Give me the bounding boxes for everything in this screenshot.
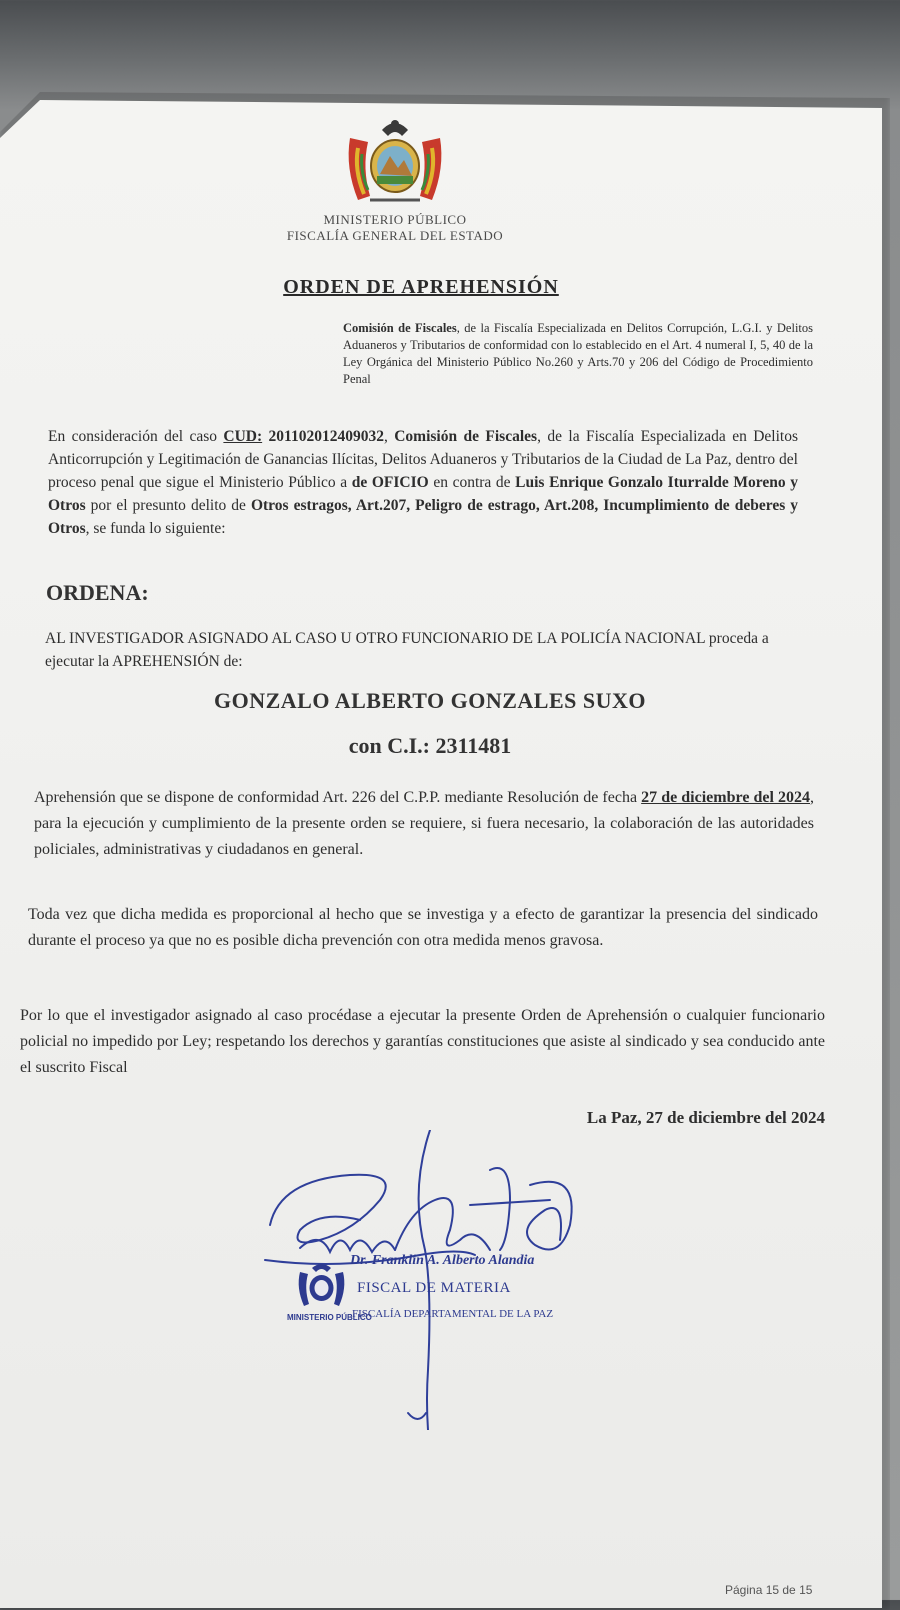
commission-name: Comisión de Fiscales [394, 428, 538, 445]
identity-card-line: con C.I.: 2311481 [348, 733, 512, 758]
commission-header-block [343, 320, 813, 388]
execution-paragraph: Por lo que el investigador asignado al caso procédase a ejecutar la presente Orden de Aprehensión o cualquier funcionario policial no impedido por Ley; respetando los derechos y garantías constituciones que asiste al sindicado y sea conducido ante el suscrito Fiscal [20, 1007, 825, 1076]
accused-names: Luis Enrique Gonzalo Iturralde Moreno y Otros [48, 474, 798, 514]
resolution-text: Aprehensión que se dispone de conformidad Art. 226 del C.P.P. mediante Resolución de fecha [34, 789, 642, 806]
prosecutor-office-name: FISCALÍA GENERAL DEL ESTADO [286, 228, 504, 243]
order-heading: ORDENA: [46, 580, 149, 605]
stamp-crest-icon [294, 1260, 349, 1310]
ex-officio: de OFICIO [351, 474, 429, 491]
commission-lead: Comisión de Fiscales [343, 321, 457, 335]
commission-legal-basis: , de la Fiscalía Especializada en Delitos Corrupción, L.G.I. y Delitos Aduaneros y Tributarios de conformidad con lo establecido en el Art. 4 numeral I, 5, 40 de la Ley Orgánica del Ministerio Público No.260 y Arts.70 y 206 del Código de Procedimiento Penal [343, 321, 814, 386]
crimes-list: Otros estragos, Art.207, Peligro de estrago, Art.208, Incumplimiento de deberes y Otros [48, 497, 799, 537]
case-text: por el presunto delito de [85, 497, 251, 514]
case-text: En consideración del caso [48, 428, 224, 445]
place-and-date: La Paz, 27 de diciembre del 2024 [586, 1108, 825, 1127]
ministry-name: MINISTERIO PÚBLICO [323, 212, 467, 227]
case-text: en contra de [428, 474, 516, 491]
order-directive: AL INVESTIGADOR ASIGNADO AL CASO U OTRO FUNCIONARIO DE LA POLICÍA NACIONAL proceda a ejecutar la APREHENSIÓN de: [45, 630, 769, 670]
document-title: ORDEN DE APREHENSIÓN [283, 276, 559, 298]
cud-number: 201102012409032 [262, 428, 384, 445]
signer-role: FISCAL DE MATERIA [357, 1280, 511, 1296]
person-name: GONZALO ALBERTO GONZALES SUXO [213, 688, 647, 713]
bolivia-coat-of-arms-icon [340, 108, 450, 213]
case-paragraph [48, 425, 798, 540]
resolution-date: 27 de diciembre del 2024 [641, 789, 811, 806]
case-text: , [383, 428, 395, 445]
page-number: Página 15 de 15 [725, 1583, 813, 1597]
case-text: , se funda lo siguiente: [85, 520, 226, 537]
signer-name: Dr. Franklin A. Alberto Alandia [350, 1253, 535, 1268]
resolution-text: , para la ejecución y cumplimiento de la presente orden se requiere, si fuera necesario, la colaboración de las autoridades policiales, administrativas y ciudadanos en general. [34, 789, 815, 858]
cud-label: CUD: [223, 428, 263, 445]
resolution-paragraph [34, 785, 814, 863]
justification-paragraph: Toda vez que dicha medida es proporcional al hecho que se investiga y a efecto de garantizar la presencia del sindicado durante el proceso ya que no es posible dicha prevención con otra medida menos gravosa. [28, 906, 818, 949]
issuing-institution [250, 212, 540, 244]
stamp-crest-label: MINISTERIO PÚBLICO [287, 1313, 372, 1322]
case-text: , de la Fiscalía Especializada en Delitos Anticorrupción y Legitimación de Ganancias Ilícitas, Delitos Aduaneros y Tributarios de la Ciudad de La Paz, dentro del proceso penal que sigue el Ministerio Público a [48, 428, 798, 491]
signer-office: FISCALÍA DEPARTAMENTAL DE LA PAZ [352, 1308, 554, 1320]
